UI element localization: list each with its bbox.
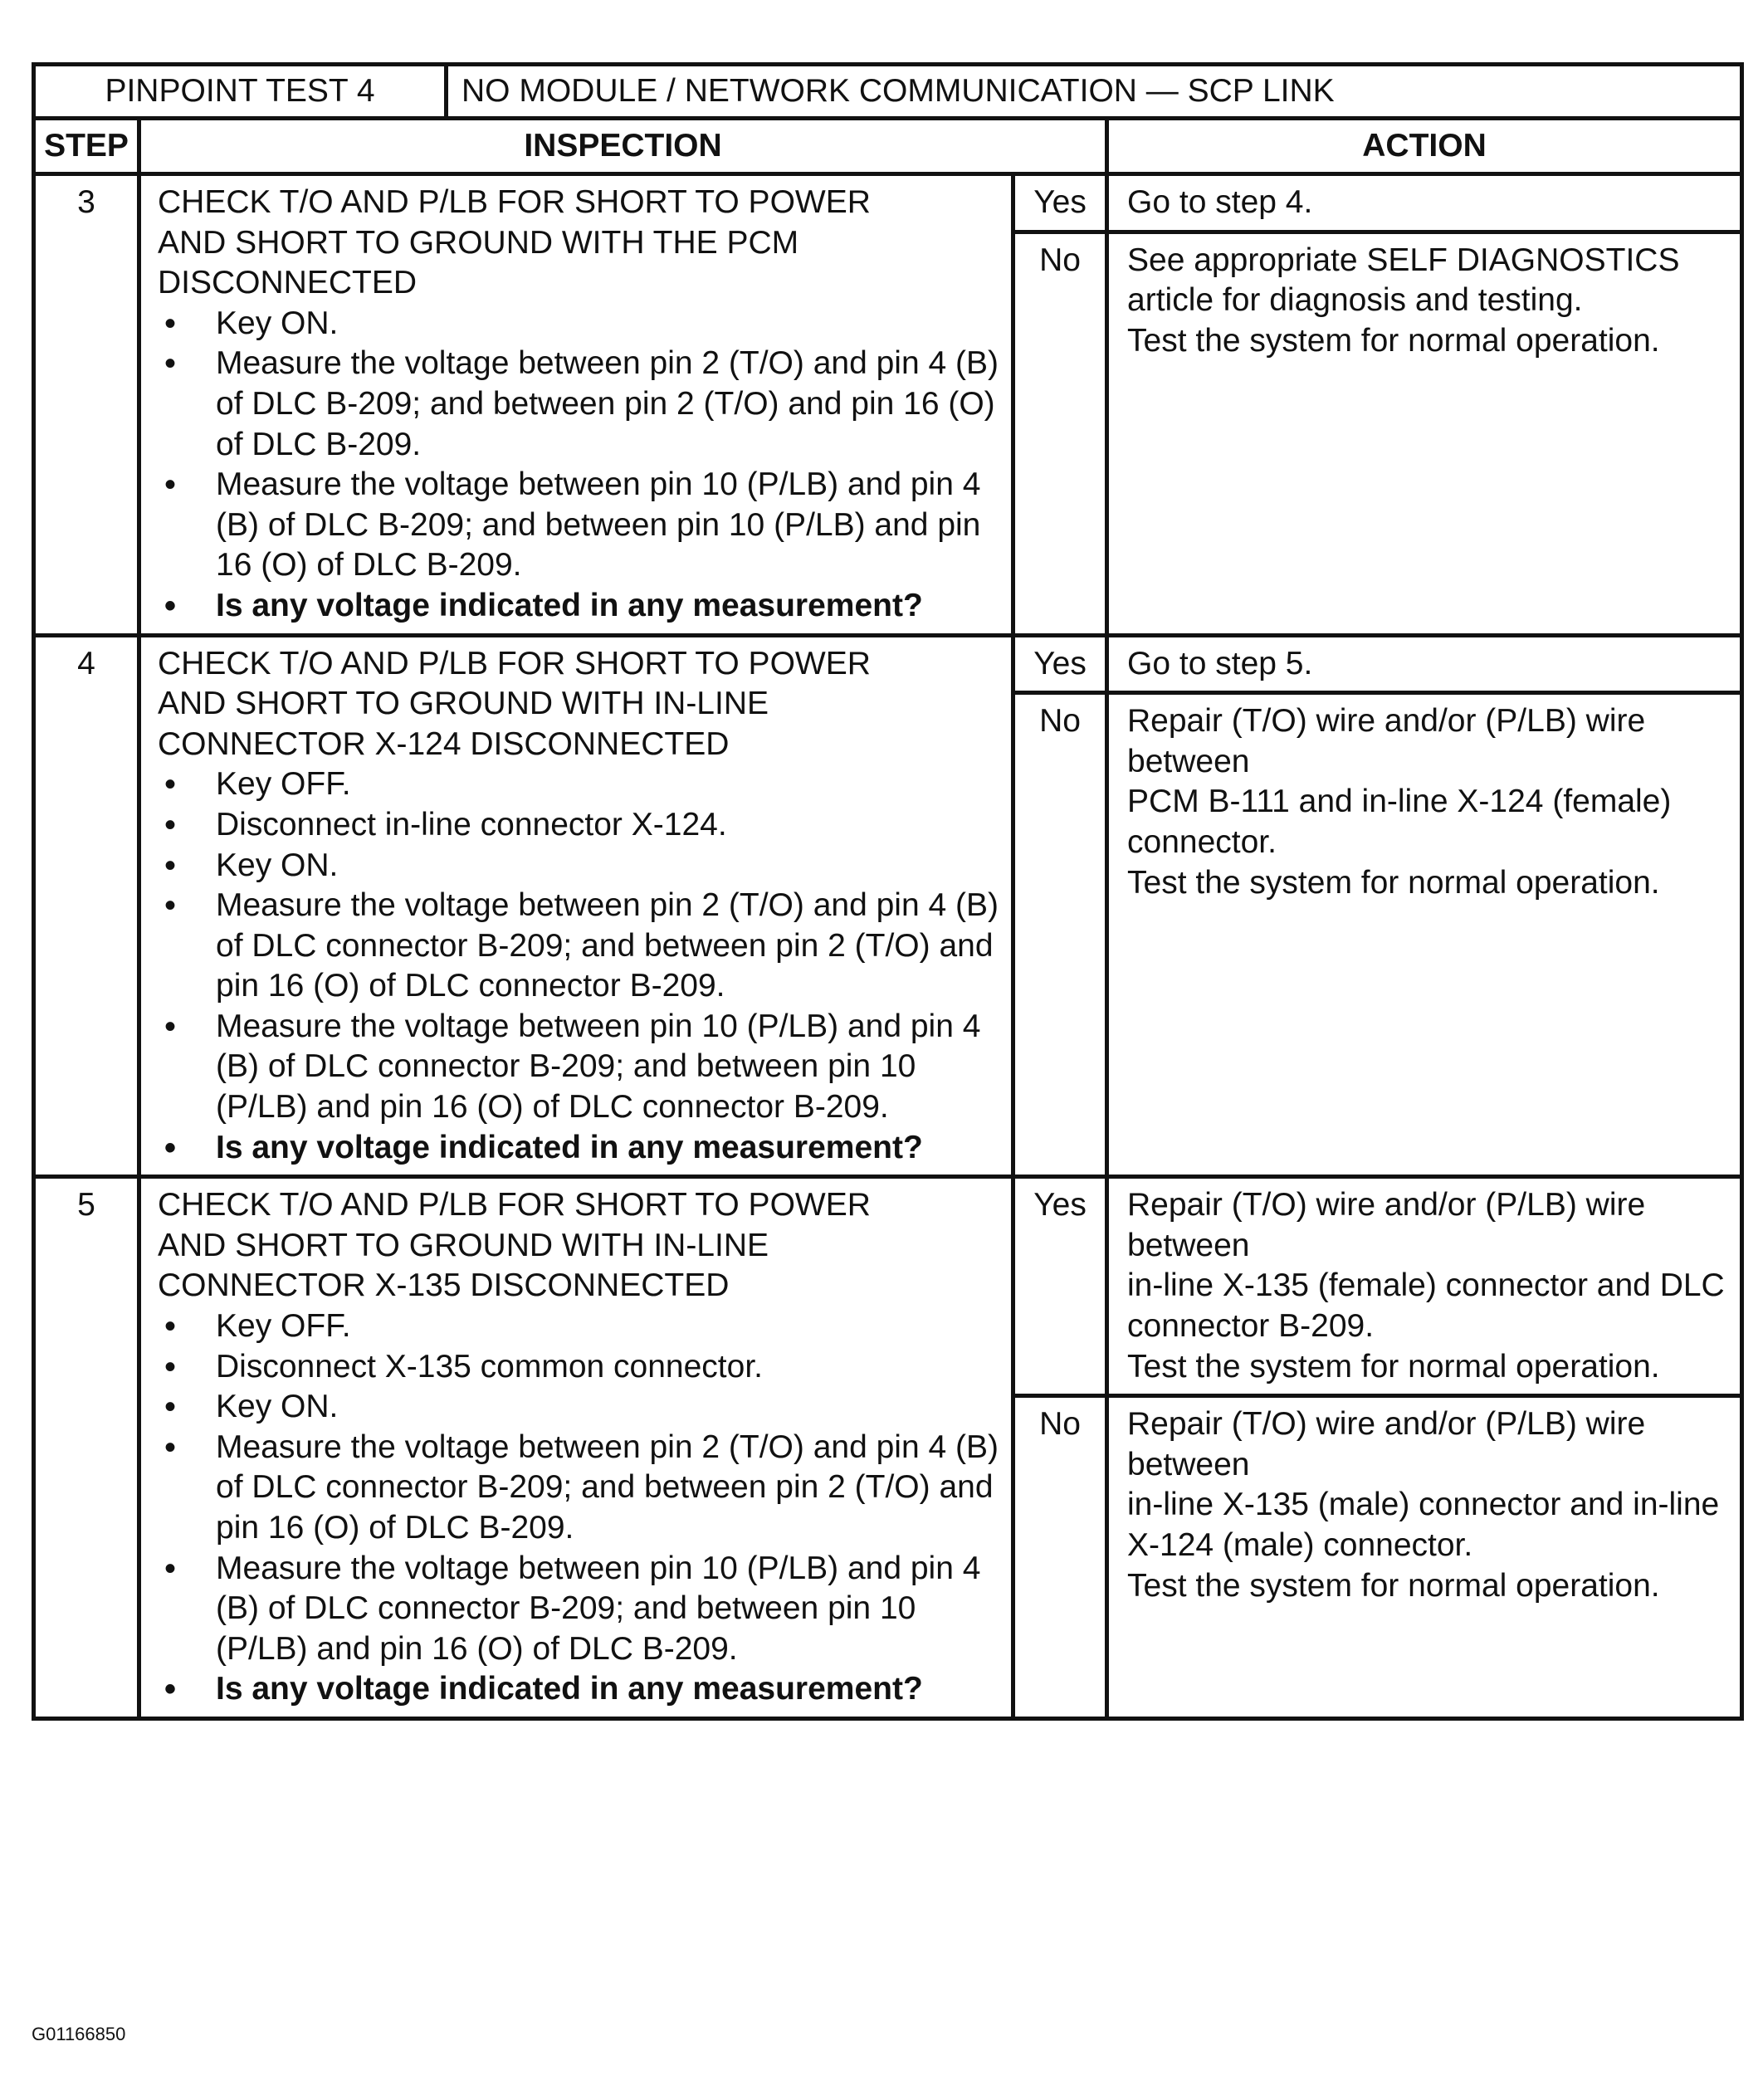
inspection-step-item: • Key OFF. <box>158 764 1001 805</box>
inspection-question: • Is any voltage indicated in any measurement? <box>158 586 1001 627</box>
title-row <box>34 65 1742 119</box>
no-action-line: Test the system for normal operation. <box>1127 864 1660 901</box>
inspection-step-item: • Disconnect in-line connector X-124. <box>158 805 1001 846</box>
inspection-step-item: • Key OFF. <box>158 1306 1001 1347</box>
yes-action-line: in-line X-135 (female) connector and DLC <box>1127 1267 1725 1304</box>
step-row <box>34 1177 1742 1396</box>
inspection-step-item: • Measure the voltage between pin 2 (T/O) and pin 4 (B) of DLC connector B-209; and between pin 2 (T/O) and pin 16 (O) of DLC B-209. <box>158 1428 1001 1549</box>
inspection-question: • Is any voltage indicated in any measurement? <box>158 1128 1001 1169</box>
step-row <box>34 174 1742 232</box>
yes-action-line: Repair (T/O) wire and/or (P/LB) wire between <box>1127 1187 1646 1263</box>
inspection-title-line: CHECK T/O AND P/LB FOR SHORT TO POWER <box>158 645 871 681</box>
yes-label: Yes <box>1013 1177 1107 1396</box>
inspection-steps <box>158 1306 1001 1710</box>
no-label: No <box>1013 693 1107 1177</box>
yes-action-line: connector B-209. <box>1127 1308 1375 1345</box>
figure-code: G01166850 <box>32 2024 126 2044</box>
no-action <box>1107 232 1742 635</box>
no-action <box>1107 1396 1742 1719</box>
inspection-cell <box>139 635 1013 1177</box>
step-number: 5 <box>34 1177 139 1719</box>
inspection-steps <box>158 764 1001 1168</box>
inspection-title-line: DISCONNECTED <box>158 265 418 301</box>
yes-label: Yes <box>1013 174 1107 232</box>
inspection-step-item: • Measure the voltage between pin 2 (T/O) and pin 4 (B) of DLC B-209; and between pin 2 (T/O) and pin 16 (O) of DLC B-209. <box>158 344 1001 465</box>
inspection-title <box>158 183 1001 304</box>
yes-action <box>1107 635 1742 693</box>
no-action-line: in-line X-135 (male) connector and in-line <box>1127 1487 1720 1523</box>
no-action-line: X-124 (male) connector. <box>1127 1527 1473 1563</box>
no-action <box>1107 693 1742 1177</box>
yes-action-line: Go to step 5. <box>1127 645 1313 681</box>
inspection-step-item: • Measure the voltage between pin 10 (P/LB) and pin 4 (B) of DLC B-209; and between pin 10 (P/LB) and pin 16 (O) of DLC B-209. <box>158 465 1001 586</box>
inspection-title-line: AND SHORT TO GROUND WITH IN-LINE <box>158 686 769 722</box>
inspection-step-item: • Key ON. <box>158 1387 1001 1428</box>
inspection-title-line: CONNECTOR X-124 DISCONNECTED <box>158 725 730 762</box>
inspection-question: • Is any voltage indicated in any measurement? <box>158 1669 1001 1710</box>
yes-action <box>1107 1177 1742 1396</box>
no-action-line: article for diagnosis and testing. <box>1127 282 1583 319</box>
inspection-title-line: CHECK T/O AND P/LB FOR SHORT TO POWER <box>158 184 871 220</box>
inspection-step-item: • Key ON. <box>158 304 1001 344</box>
column-header-row <box>34 119 1742 174</box>
no-action-line: connector. <box>1127 823 1277 860</box>
inspection-steps <box>158 304 1001 627</box>
no-action-line: Test the system for normal operation. <box>1127 322 1660 359</box>
pinpoint-test-table <box>32 62 1744 1721</box>
step-number: 3 <box>34 174 139 636</box>
no-action-line: Test the system for normal operation. <box>1127 1567 1660 1604</box>
column-header-inspection: INSPECTION <box>139 119 1107 174</box>
inspection-step-item: • Disconnect X-135 common connector. <box>158 1347 1001 1388</box>
inspection-step-item: • Measure the voltage between pin 10 (P/LB) and pin 4 (B) of DLC connector B-209; and between pin 10 (P/LB) and pin 16 (O) of DLC connector B-209. <box>158 1007 1001 1128</box>
test-title: NO MODULE / NETWORK COMMUNICATION — SCP LINK <box>447 65 1742 119</box>
test-label: PINPOINT TEST 4 <box>34 65 447 119</box>
column-header-step: STEP <box>34 119 139 174</box>
yes-action-line: Go to step 4. <box>1127 184 1313 220</box>
no-action-line: See appropriate SELF DIAGNOSTICS <box>1127 242 1680 278</box>
no-action-line: PCM B-111 and in-line X-124 (female) <box>1127 784 1672 820</box>
column-header-action: ACTION <box>1107 119 1742 174</box>
inspection-title-line: AND SHORT TO GROUND WITH IN-LINE <box>158 1227 769 1263</box>
yes-action-line: Test the system for normal operation. <box>1127 1348 1660 1385</box>
step-row <box>34 635 1742 693</box>
inspection-title <box>158 644 1001 765</box>
inspection-title-line: CONNECTOR X-135 DISCONNECTED <box>158 1267 730 1304</box>
no-label: No <box>1013 1396 1107 1719</box>
inspection-cell <box>139 174 1013 636</box>
no-action-line: Repair (T/O) wire and/or (P/LB) wire between <box>1127 703 1646 779</box>
inspection-step-item: • Measure the voltage between pin 2 (T/O) and pin 4 (B) of DLC connector B-209; and between pin 2 (T/O) and pin 16 (O) of DLC connector B-209. <box>158 886 1001 1007</box>
yes-label: Yes <box>1013 635 1107 693</box>
inspection-step-item: • Measure the voltage between pin 10 (P/LB) and pin 4 (B) of DLC connector B-209; and between pin 10 (P/LB) and pin 16 (O) of DLC B-209. <box>158 1549 1001 1670</box>
no-action-line: Repair (T/O) wire and/or (P/LB) wire between <box>1127 1406 1646 1482</box>
inspection-title <box>158 1185 1001 1306</box>
inspection-step-item: • Key ON. <box>158 846 1001 886</box>
inspection-title-line: CHECK T/O AND P/LB FOR SHORT TO POWER <box>158 1187 871 1223</box>
yes-action <box>1107 174 1742 232</box>
inspection-cell <box>139 1177 1013 1719</box>
no-label: No <box>1013 232 1107 635</box>
inspection-title-line: AND SHORT TO GROUND WITH THE PCM <box>158 224 799 261</box>
step-number: 4 <box>34 635 139 1177</box>
